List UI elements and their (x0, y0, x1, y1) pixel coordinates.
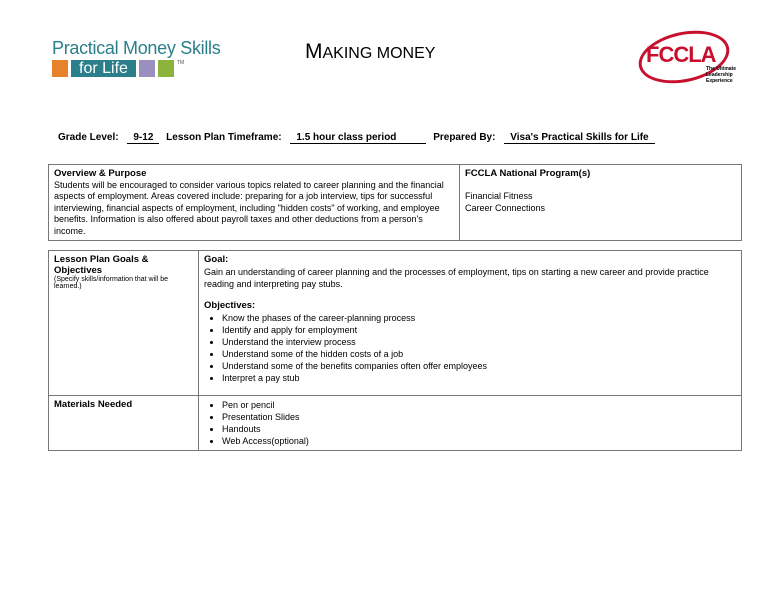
objective-item: • Know the phases of the career-planning process (222, 312, 736, 324)
material-item: • Pen or pencil (222, 399, 736, 411)
goal-heading: Goal: (204, 254, 229, 265)
logo-subtext: for Life (71, 60, 136, 77)
objectives-heading: Objectives: (204, 300, 256, 311)
materials-heading: Materials Needed (54, 399, 133, 410)
objective-item: • Understand the interview process (222, 336, 736, 348)
goals-note: (Specify skills/information that will be learned.) (54, 276, 168, 290)
page-title: MAKING MONEY (305, 40, 436, 63)
goal-text: Gain an understanding of career planning and the processes of employment, tips on starting a new career and provide practice reading and interpreting pay stubs. (204, 267, 709, 289)
material-item: • Presentation Slides (222, 411, 736, 423)
material-item: • Handouts (222, 423, 736, 435)
programs-heading: FCCLA National Program(s) (465, 168, 591, 179)
orange-square (52, 60, 68, 77)
goals-heading: Lesson Plan Goals & Objectives (54, 254, 149, 276)
trademark: TM (176, 60, 185, 66)
logo-text: Practical Money Skills (52, 38, 221, 58)
prepared-value: Visa's Practical Skills for Life (504, 132, 654, 144)
objectives-list (204, 312, 736, 384)
lesson-meta (58, 132, 655, 144)
materials-list (204, 399, 736, 447)
overview-table (48, 164, 742, 241)
grade-label: Grade Level: (58, 132, 119, 143)
objective-item: • Understand some of the hidden costs of a job (222, 348, 736, 360)
overview-text: Students will be encouraged to consider various topics related to career planning and the financial aspects of employment. Areas covered include: preparing for a job interview, tips for successful interviewing, financial aspects of employment, including "hidden costs" of working, and employee benefits. Information is also offered about payroll taxes and other deductions from a person's income. (54, 179, 444, 236)
fccla-logo: FCCLA The Ultimate Leadership Experience (636, 28, 740, 86)
green-square (158, 60, 174, 77)
objective-item: • Identify and apply for employment (222, 324, 736, 336)
timeframe-value: 1.5 hour class period (290, 132, 426, 144)
grade-value: 9-12 (127, 132, 159, 144)
timeframe-label: Lesson Plan Timeframe: (166, 132, 282, 143)
material-item: • Web Access(optional) (222, 435, 736, 447)
program-item: Career Connections (465, 203, 546, 213)
purple-square (139, 60, 155, 77)
objective-item: • Understand some of the benefits companies often offer employees (222, 360, 736, 372)
goals-table (48, 250, 742, 451)
overview-heading: Overview & Purpose (54, 168, 147, 179)
program-item: Financial Fitness (465, 191, 533, 201)
objective-item: • Interpret a pay stub (222, 372, 736, 384)
prepared-label: Prepared By: (433, 132, 496, 143)
practical-money-skills-logo (52, 38, 220, 77)
